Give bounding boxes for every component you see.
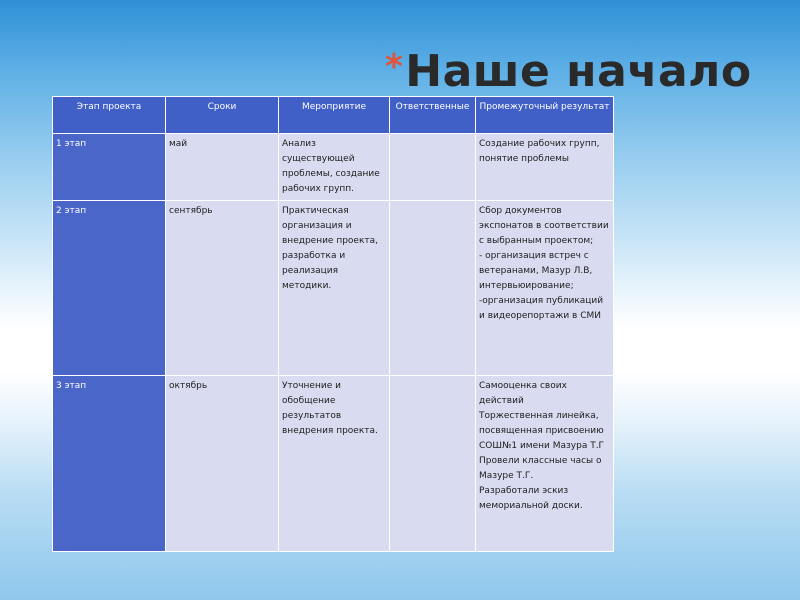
header-responsible: Ответственные — [390, 97, 476, 134]
title-asterisk: * — [385, 47, 404, 87]
activity-cell: Уточнение и обобщение результатов внедрения проекта. — [279, 376, 390, 552]
project-plan-table — [52, 96, 614, 552]
stage-cell: 2 этап — [53, 201, 166, 376]
table-row — [53, 376, 614, 552]
term-cell: сентябрь — [166, 201, 279, 376]
responsible-cell — [390, 376, 476, 552]
result-cell: Самооценка своих действий Торжественная линейка, посвященная присвоению СОШ№1 имени Мазура Т.Г Провели классные часы о Мазуре Т.Г. Разработали эскиз мемориальной доски. — [476, 376, 614, 552]
table-header-row — [53, 97, 614, 134]
activity-cell: Анализ существующей проблемы, создание рабочих групп. — [279, 134, 390, 201]
slide-title — [385, 46, 752, 97]
header-stage: Этап проекта — [53, 97, 166, 134]
header-result: Промежуточный результат — [476, 97, 614, 134]
result-cell: Сбор документов экспонатов в соответствии с выбранным проектом; - организация встреч с ветеранами, Мазур Л.В, интервьюирование; -организация публикаций и видеорепортажи в СМИ — [476, 201, 614, 376]
title-text: Наше начало — [405, 46, 752, 97]
result-cell: Создание рабочих групп, понятие проблемы — [476, 134, 614, 201]
stage-cell: 3 этап — [53, 376, 166, 552]
responsible-cell — [390, 201, 476, 376]
term-cell: май — [166, 134, 279, 201]
term-cell: октябрь — [166, 376, 279, 552]
table-row — [53, 201, 614, 376]
header-activity: Мероприятие — [279, 97, 390, 134]
responsible-cell — [390, 134, 476, 201]
stage-cell: 1 этап — [53, 134, 166, 201]
table-row — [53, 134, 614, 201]
activity-cell: Практическая организация и внедрение проекта, разработка и реализация методики. — [279, 201, 390, 376]
header-term: Сроки — [166, 97, 279, 134]
